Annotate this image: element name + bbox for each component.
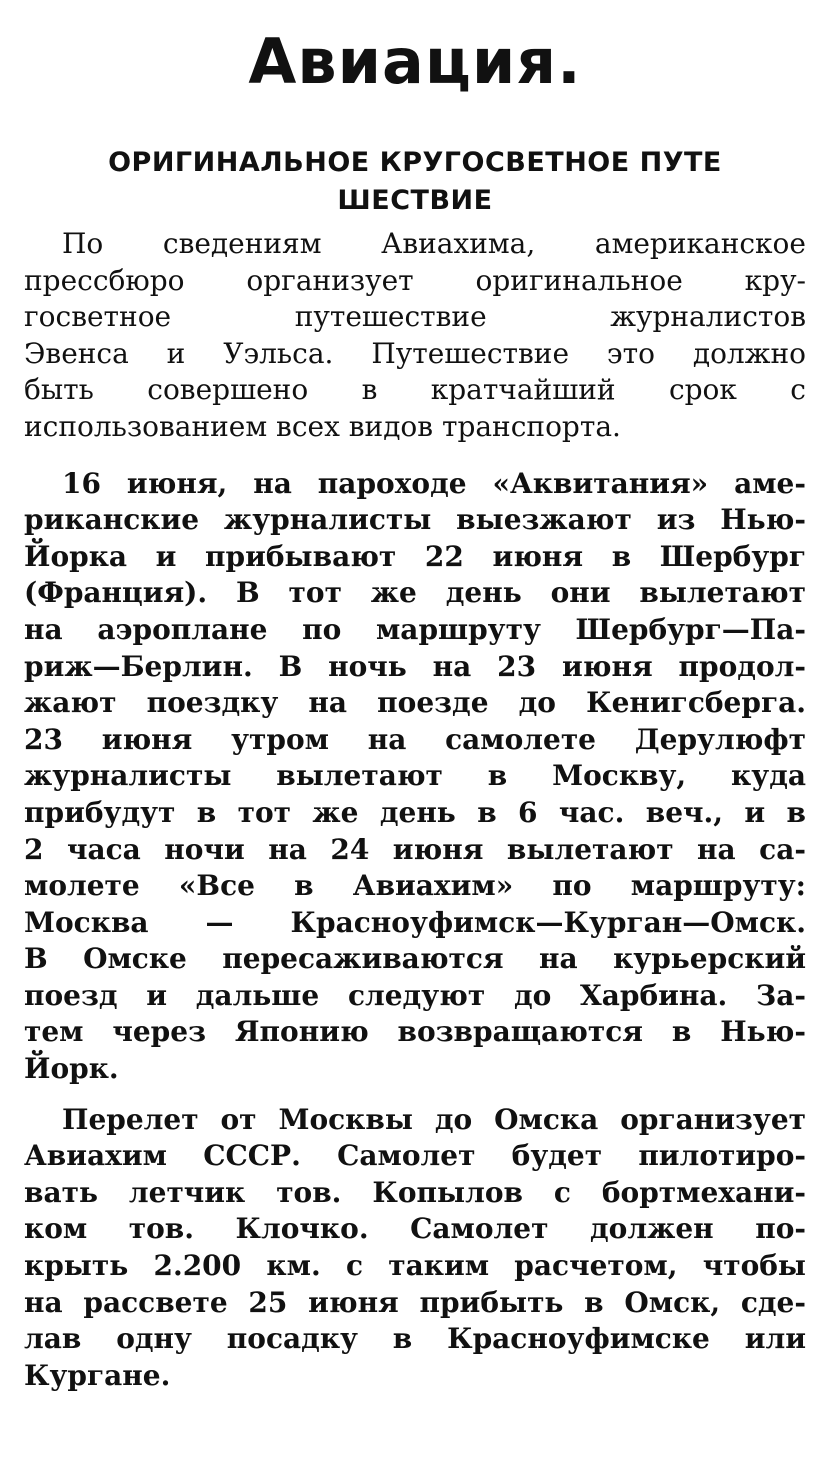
text-line: журналисты вылетают в Москву, куда	[24, 759, 806, 793]
text-line: 16 июня, на пароходе «Аквитания» аме-	[62, 466, 806, 500]
text-line: использованием всех видов транспорта.	[24, 409, 621, 443]
text-line: Перелет от Москвы до Омска организует	[62, 1102, 806, 1136]
text-line: риж—Берлин. В ночь на 23 июня продол-	[24, 649, 806, 683]
paragraph-2	[24, 466, 806, 1088]
text-line: Эвенса и Уэльса. Путешествие это должно	[24, 336, 806, 370]
text-line: на рассвете 25 июня прибыть в Омск, сде-	[24, 1285, 806, 1319]
text-line: вать летчик тов. Копылов с бортмехани-	[24, 1175, 806, 1209]
text-line: жают поездку на поезде до Кенигсберга.	[24, 686, 806, 720]
text-line: риканские журналисты выезжают из Нью-	[24, 503, 806, 537]
paragraph-1	[24, 226, 806, 446]
article-headline	[24, 144, 806, 220]
text-line: поезд и дальше следуют до Харбина. За-	[24, 978, 806, 1012]
headline-line-2: ШЕСТВИЕ	[337, 185, 493, 216]
text-line: Кургане.	[24, 1358, 171, 1392]
text-line: 23 июня утром на самолете Дерулюфт	[24, 722, 806, 756]
text-line: (Франция). В тот же день они вылетают	[24, 576, 806, 610]
text-line: на аэроплане по маршруту Шербург—Па-	[24, 612, 806, 646]
text-line: крыть 2.200 км. с таким расчетом, чтобы	[24, 1249, 806, 1283]
text-line: Авиахим СССР. Самолет будет пилотиро-	[24, 1139, 806, 1173]
text-line: прибудут в тот же день в 6 час. веч., и в	[24, 795, 806, 829]
text-line: ком тов. Клочко. Самолет должен по-	[24, 1212, 806, 1246]
paragraph-3	[24, 1102, 806, 1395]
text-line: быть совершено в кратчайший срок с	[24, 373, 806, 407]
headline-line-1: ОРИГИНАЛЬНОЕ КРУГОСВЕТНОЕ ПУТЕ	[108, 147, 722, 178]
text-line: молете «Все в Авиахим» по маршруту:	[24, 869, 806, 903]
text-line: Йорка и прибывают 22 июня в Шербург	[24, 539, 806, 573]
text-line: 2 часа ночи на 24 июня вылетают на са-	[24, 832, 806, 866]
text-line: По сведениям Авиахима, американское	[62, 227, 806, 260]
section-title: Авиация.	[248, 25, 582, 98]
text-line: тем через Японию возвращаются в Нью-	[24, 1015, 806, 1049]
text-line: В Омске пересаживаются на курьерский	[24, 942, 806, 976]
text-line: лав одну посадку в Красноуфимске или	[24, 1322, 806, 1356]
text-line: госветное путешествие журналистов	[24, 300, 806, 334]
text-line: Йорк.	[24, 1052, 119, 1086]
text-line: Москва — Красноуфимск—Курган—Омск.	[24, 905, 806, 939]
text-line: прессбюро организует оригинальное кру-	[24, 263, 806, 297]
